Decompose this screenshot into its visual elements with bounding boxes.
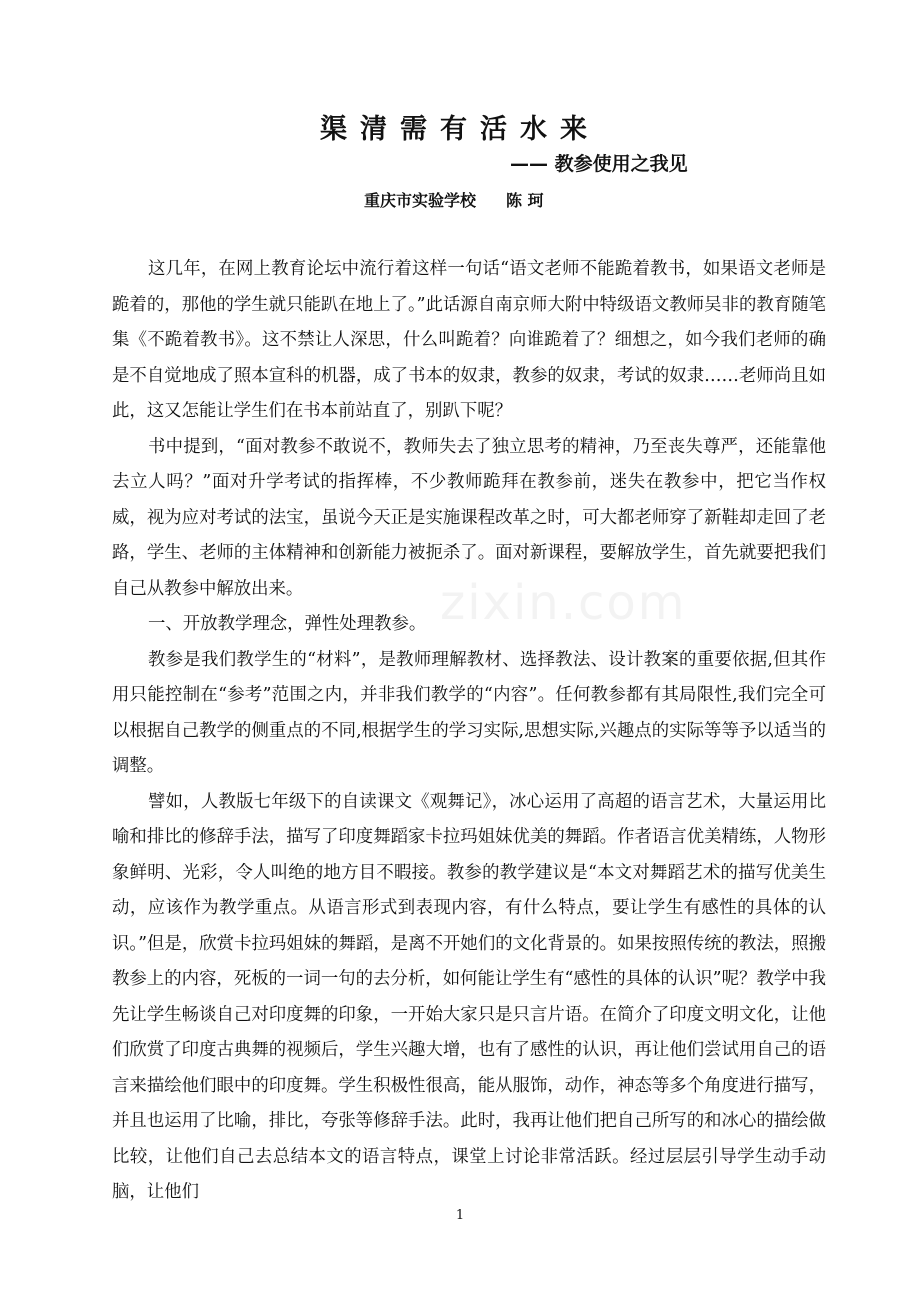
section-heading: 一、开放教学理念，弹性处理教参。 [148,614,427,634]
watermark: zixin.com [440,575,687,631]
author-name: 陈 珂 [506,191,544,210]
paragraph: 书中提到，“面对教参不敢说不，教师失去了独立思考的精神，乃至丧失尊严，还能靠他去立人吗？”面对升学考试的指挥棒，不少教师跪拜在教参前，迷失在教参中，把它当作权威，视为应对考试的法宝，虽说今天正是实施课程改革之时，可大都老师穿了新鞋却走回了老路，学生、老师的主体精神和创新能力被扼杀了。面对新课程，要解放学生，首先就要把我们自己从教参中解放出来。 [112,436,826,599]
document-body [112,252,826,1211]
document-title: 渠清需有活水来 [320,114,600,145]
school-name: 重庆市实验学校 [364,191,477,210]
paragraph: 譬如，人教版七年级下的自读课文《观舞记》，冰心运用了高超的语言艺术，大量运用比喻和排比的修辞手法，描写了印度舞蹈家卡拉玛姐妹优美的舞蹈。作者语言优美精练，人物形象鲜明、光彩，令人叫绝的地方目不暇接。教参的教学建议是“本文对舞蹈艺术的描写优美生动，应该作为教学重点。从语言形式到表现内容，有什么特点，要让学生有感性的具体的认识。”但是，欣赏卡拉玛姐妹的舞蹈，是离不开她们的文化背景的。如果按照传统的教法，照搬教参上的内容，死板的一词一句的去分析，如何能让学生有“感性的具体的认识”呢？教学中我先让学生畅谈自己对印度舞的印象，一开始大家只是只言片语。在简介了印度文明文化，让他们欣赏了印度古典舞的视频后，学生兴趣大增，也有了感性的认识，再让他们尝试用自己的语言来描绘他们眼中的印度舞。学生积极性很高，能从服饰，动作，神态等多个角度进行描写，并且也运用了比喻，排比，夸张等修辞手法。此时，我再让他们把自己所写的和冰心的描绘做比较，让他们自己去总结本文的语言特点，课堂上讨论非常活跃。经过层层引导学生动手动脑，让他们 [112,791,826,1202]
page-number: 1 [455,1208,465,1223]
paragraph: 这几年，在网上教育论坛中流行着这样一句话“语文老师不能跪着教书，如果语文老师是跪着的，那他的学生就只能趴在地上了。”此话源自南京师大附中特级语文教师吴非的教育随笔集《不跪着教书》。这不禁让人深思，什么叫跪着？向谁跪着了？细想之，如今我们老师的确是不自觉地成了照本宣科的机器，成了书本的奴隶，教参的奴隶，考试的奴隶……老师尚且如此，这又怎能让学生们在书本前站直了，别趴下呢？ [112,259,826,421]
document-subtitle: —— 教参使用之我见 [510,153,688,175]
author-line [364,188,544,214]
paragraph: 教参是我们教学生的“材料”，是教师理解教材、选择教法、设计教案的重要依据,但其作用只能控制在“参考”范围之内，并非我们教学的“内容”。任何教参都有其局限性,我们完全可以根据自己教学的侧重点的不同,根据学生的学习实际,思想实际,兴趣点的实际等等予以适当的调整。 [112,649,826,776]
